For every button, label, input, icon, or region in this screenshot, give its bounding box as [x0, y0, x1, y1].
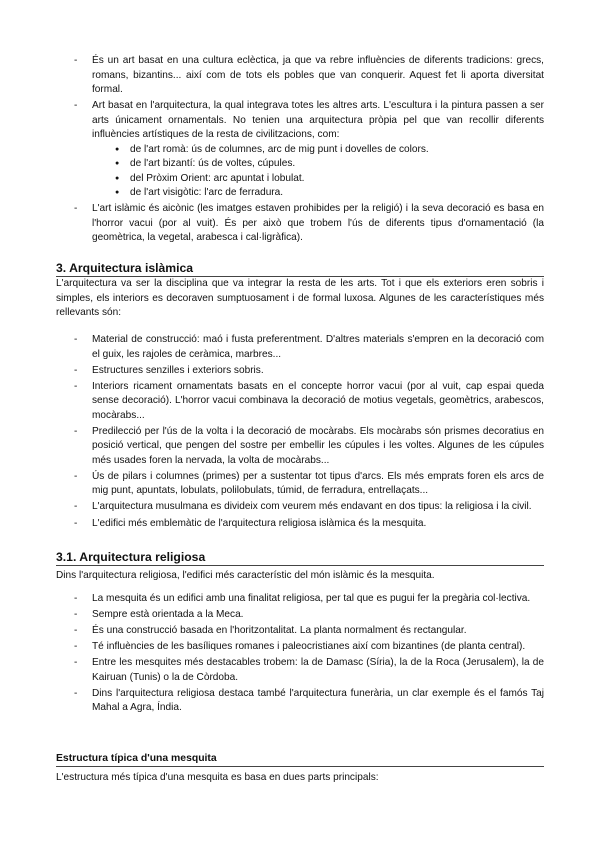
- influence-item: ● de l'art bizantí: ús de voltes, cúpules.: [92, 157, 544, 172]
- influence-item: ● del Pròxim Orient: arc apuntat i lobulat.: [92, 172, 544, 187]
- influence-item: ● de l'art visigòtic: l'arc de ferradura.: [92, 186, 544, 201]
- list-item: - Té influències de les basíliques romanes i paleocristianes així com bizantines (de planta central).: [0, 640, 600, 655]
- list-item: - Entre les mesquites més destacables trobem: la de Damasc (Síria), la de la Roca (Jerusalem), la de Kairuan (Tunis) o la de Còrdoba.: [0, 656, 600, 685]
- influence-item: ● de l'art romà: ús de columnes, arc de mig punt i dovelles de colors.: [92, 143, 544, 158]
- list-item: - Art basat en l'arquitectura, la qual integrava totes les altres arts. L'escultura i la pintura passen a ser arts únicament ornamentals. No tenien una arquitectura pròpia pel que van recollir diferents influències artístiques de la resta de civilitzacions, com: ● de l'art romà: ús de columnes, arc de mig punt i dovelles de colors. ● de l'art bizantí: ús de voltes, cúpules. ● del Pròxim Orient: arc apuntat i lobulat. ● de l'art visigòtic: l'arc de ferradura.: [0, 99, 600, 201]
- list-item: - L'art islàmic és aicònic (les imatges estaven prohibides per la religió) i la seva decoració es basa en l'horror vacui (por al vuit). És per això que trobem l'ús de diferents tipus d'ornamentació (la geomètrica, la vegetal, arabesca i cal·ligràfica).: [0, 202, 600, 246]
- mosque-list: [0, 592, 600, 718]
- section-heading: 3. Arquitectura islàmica: [56, 260, 544, 277]
- subsection-intro: Dins l'arquitectura religiosa, l'edifici més característic del món islàmic és la mesquita.: [56, 570, 435, 581]
- structure-intro: L'estructura més típica d'una mesquita es basa en dues parts principals:: [56, 772, 379, 783]
- characteristics-list: [0, 333, 600, 533]
- top-list: [0, 54, 600, 247]
- list-item: - L'arquitectura musulmana es divideix com veurem més endavant en dos tipus: la religiosa i la civil.: [0, 500, 600, 515]
- structure-heading: Estructura típica d'una mesquita: [56, 752, 544, 767]
- list-item: - La mesquita és un edifici amb una finalitat religiosa, per tal que es pugui fer la pregària col·lectiva.: [0, 592, 600, 607]
- list-item: - Dins l'arquitectura religiosa destaca també l'arquitectura funerària, un clar exemple és el famós Taj Mahal a Agra, Índia.: [0, 687, 600, 716]
- subsection-heading: 3.1. Arquitectura religiosa: [56, 549, 544, 566]
- list-item: - Sempre està orientada a la Meca.: [0, 608, 600, 623]
- list-item: - És un art basat en una cultura eclèctica, ja que va rebre influències de diferents tradicions: grecs, romans, bizantins... així com de tots els pobles que van conquerir. Aquest fet li aporta diversitat formal.: [0, 54, 600, 98]
- list-item: - Ús de pilars i columnes (primes) per a sustentar tot tipus d'arcs. Els més emprats foren els arcs de mig punt, apuntats, lobulats, polilobulats, túmid, de ferradura, entrellaçats...: [0, 470, 600, 499]
- list-item: - Material de construcció: maó i fusta preferentment. D'altres materials s'empren en la decoració com el guix, les rajoles de ceràmica, marbres...: [0, 333, 600, 362]
- influences-list: [92, 143, 544, 201]
- list-item: - L'edifici més emblemàtic de l'arquitectura religiosa islàmica és la mesquita.: [0, 517, 600, 532]
- list-item: - Predilecció per l'ús de la volta i la decoració de mocàrabs. Els mocàrabs són prismes decoratius en posició vertical, que pengen del sostre per embellir les cúpules i les voltes. Algunes de les cúpules més usades foren la nervada, la volta de mocàrabs...: [0, 425, 600, 469]
- list-item: - Estructures senzilles i exteriors sobris.: [0, 364, 600, 379]
- list-item: - És una construcció basada en l'horitzontalitat. La planta normalment és rectangular.: [0, 624, 600, 639]
- list-item: - Interiors ricament ornamentats basats en el concepte horror vacui (por al vuit, cap espai queda sense decoració). L'horror vacui combinava la decoració de motius vegetals, geomètrics, arabescos, mocàrabs...: [0, 380, 600, 424]
- section-intro: L'arquitectura va ser la disciplina que va integrar la resta de les arts. Tot i que els exteriors eren sobris i simples, els interiors es decoraven sumptuosament i de formal luxosa. Algunes de les característiques més rellevants són:: [56, 278, 544, 318]
